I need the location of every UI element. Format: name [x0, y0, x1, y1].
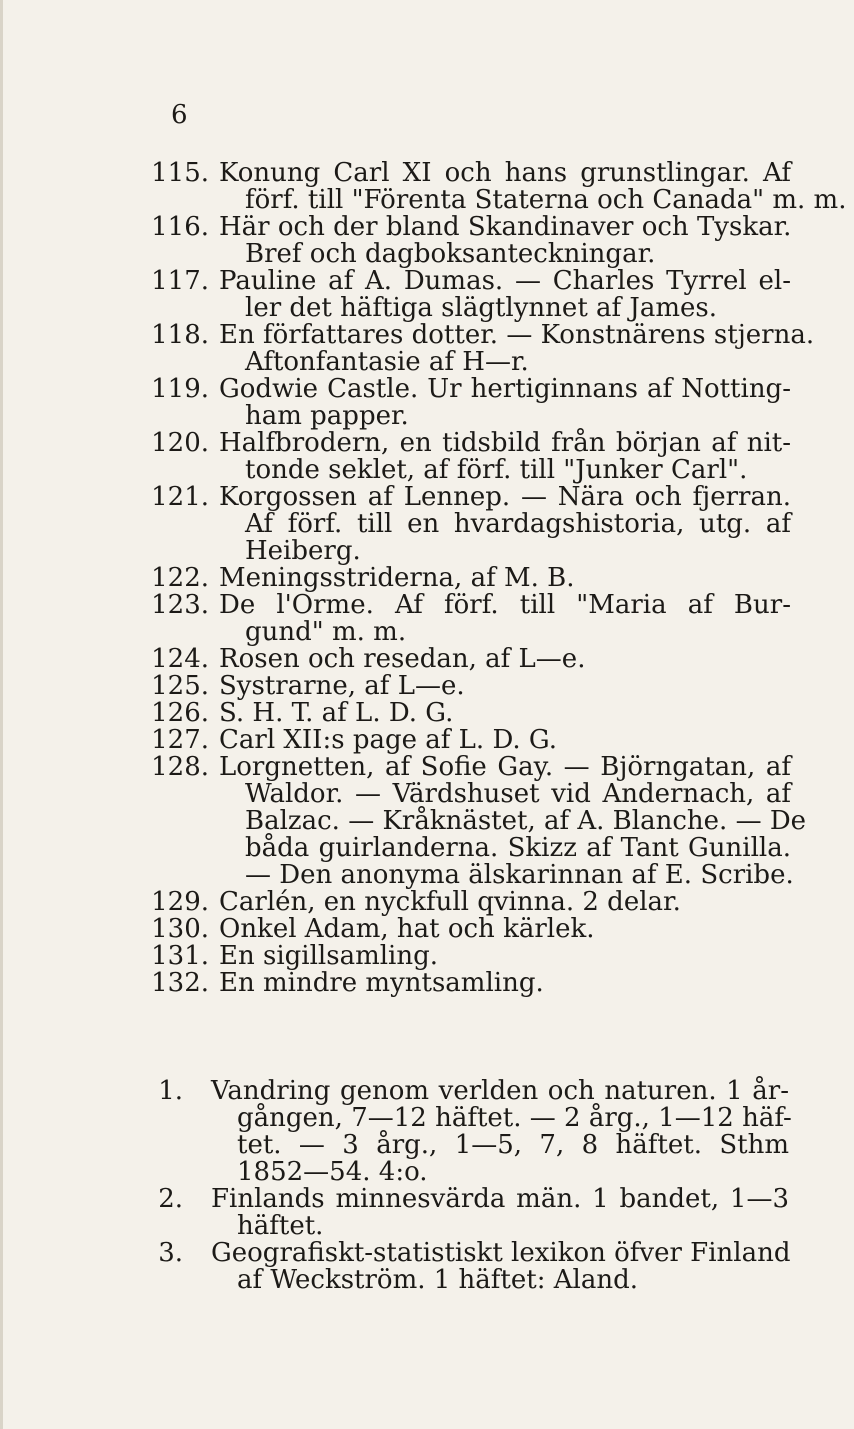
list-item [3, 214, 854, 268]
entry-text [219, 727, 791, 754]
entry-text [219, 673, 791, 700]
entry-text [219, 376, 791, 430]
list-item [3, 673, 854, 700]
entry-number: 131. [151, 941, 209, 971]
entry-number: 128. [151, 752, 209, 782]
entry-line: Systrarne, af L—e. [219, 671, 465, 701]
entry-number: 130. [151, 914, 209, 944]
entry-line: Lorgnetten, af Sofie Gay. — Björngatan, af [219, 752, 791, 782]
entry-line: 1852—54. 4:o. [237, 1157, 428, 1187]
entry-line: Korgossen af Lennep. — Nära och fjerran. [219, 482, 791, 512]
list-item [3, 322, 854, 376]
entry-number: 123. [151, 590, 209, 620]
entry-text [219, 430, 791, 484]
entry-number: 129. [151, 887, 209, 917]
entry-number: 115. [151, 158, 209, 188]
entry-text [219, 268, 791, 322]
entry-text [211, 1076, 792, 1187]
entry-text [219, 592, 791, 646]
entry-line: Af förf. till en hvardagshistoria, utg. af [245, 509, 791, 539]
entry-line: Carl XII:s page af L. D. G. [219, 725, 557, 755]
entry-line: tonde seklet, af förf. till "Junker Carl". [245, 455, 748, 485]
entry-number: 3. [158, 1238, 183, 1268]
entry-line: Heiberg. [245, 536, 361, 566]
entry-line: Waldor. — Värdshuset vid Andernach, af [245, 779, 791, 809]
list-item [3, 943, 854, 970]
entry-number: 127. [151, 725, 209, 755]
entry-line: De l'Orme. Af förf. till "Maria af Bur- [219, 590, 791, 620]
entry-number: 124. [151, 644, 209, 674]
entry-line: Vandring genom verlden och naturen. 1 år- [211, 1076, 789, 1106]
entry-text [219, 889, 791, 916]
entry-line: Rosen och resedan, af L—e. [219, 644, 586, 674]
list-item [3, 700, 854, 727]
entry-line: Carlén, en nyckfull qvinna. 2 delar. [219, 887, 681, 917]
entry-line: Halfbrodern, en tidsbild från början af nit- [219, 428, 791, 458]
entry-line: gången, 7—12 häftet. — 2 årg., 1—12 häf- [237, 1103, 792, 1133]
entry-number: 132. [151, 968, 209, 998]
entry-line: Pauline af A. Dumas. — Charles Tyrrel el- [219, 266, 791, 296]
entry-line: Godwie Castle. Ur hertiginnans af Notting- [219, 374, 791, 404]
entry-number: 125. [151, 671, 209, 701]
entry-line: Aftonfantasie af H—r. [245, 347, 529, 377]
entry-line: gund" m. m. [245, 617, 407, 647]
entry-number: 120. [151, 428, 209, 458]
list-item [3, 565, 854, 592]
list-item [3, 1078, 854, 1186]
entry-line: Onkel Adam, hat och kärlek. [219, 914, 595, 944]
entry-text [219, 752, 807, 890]
list-item [3, 1240, 854, 1294]
entry-text [211, 1240, 789, 1294]
entry-line: ler det häftiga slägtlynnet af James. [245, 293, 717, 323]
entry-line: af Weckström. 1 häftet: Aland. [237, 1265, 638, 1295]
list-item [3, 889, 854, 916]
list-item [3, 484, 854, 565]
entry-line: ham papper. [245, 401, 409, 431]
entry-number: 117. [151, 266, 209, 296]
entry-line: Finlands minnesvärda män. 1 bandet, 1—3 [211, 1184, 789, 1214]
list-item [3, 727, 854, 754]
entry-text [219, 943, 791, 970]
entry-text [219, 320, 815, 377]
list-item [3, 160, 854, 214]
entry-line: Konung Carl XI och hans grunstlingar. Af [219, 158, 791, 188]
entry-number: 126. [151, 698, 209, 728]
list-item [3, 430, 854, 484]
entry-text [219, 214, 791, 268]
entry-line: Meningsstriderna, af M. B. [219, 563, 575, 593]
list-item [3, 376, 854, 430]
list-item [3, 1186, 854, 1240]
entry-line: S. H. T. af L. D. G. [219, 698, 454, 728]
entry-line: häftet. [237, 1211, 324, 1241]
list-item [3, 916, 854, 943]
entry-line: båda guirlanderna. Skizz af Tant Gunilla. [245, 833, 791, 863]
entry-text [219, 158, 847, 215]
entry-line: Balzac. — Kråknästet, af A. Blanche. — De [245, 806, 807, 836]
entry-text [219, 646, 791, 673]
list-item [3, 646, 854, 673]
entry-line: — Den anonyma älskarinnan af E. Scribe. [245, 860, 794, 890]
list-item [3, 754, 854, 889]
list-item [3, 970, 854, 997]
entry-line: En mindre myntsamling. [219, 968, 544, 998]
entry-text [219, 565, 791, 592]
entry-number: 118. [151, 320, 209, 350]
entry-text [219, 700, 791, 727]
entry-line: En sigillsamling. [219, 941, 439, 971]
entry-number: 121. [151, 482, 209, 512]
entry-text [219, 916, 791, 943]
entry-line: Geografiskt-statistiskt lexikon öfver Finland [211, 1238, 791, 1268]
entry-text [211, 1186, 789, 1240]
entry-line: Bref och dagboksanteckningar. [245, 239, 656, 269]
entry-line: förf. till "Förenta Staterna och Canada" m. m. [245, 185, 847, 215]
entry-line: tet. — 3 årg., 1—5, 7, 8 häftet. Sthm [237, 1130, 789, 1160]
catalogue-list [3, 160, 854, 997]
entry-number: 1. [158, 1076, 183, 1106]
entry-text [219, 484, 791, 565]
entry-line: Här och der bland Skandinaver och Tyskar. [219, 212, 792, 242]
entry-line: En författares dotter. — Konstnärens stjerna. [219, 320, 815, 350]
entry-number: 2. [158, 1184, 183, 1214]
entry-number: 119. [151, 374, 209, 404]
entry-text [219, 970, 791, 997]
list-item [3, 268, 854, 322]
page-number: 6 [171, 100, 188, 130]
list-item [3, 592, 854, 646]
works-list [3, 1078, 854, 1294]
entry-number: 122. [151, 563, 209, 593]
entry-number: 116. [151, 212, 209, 242]
